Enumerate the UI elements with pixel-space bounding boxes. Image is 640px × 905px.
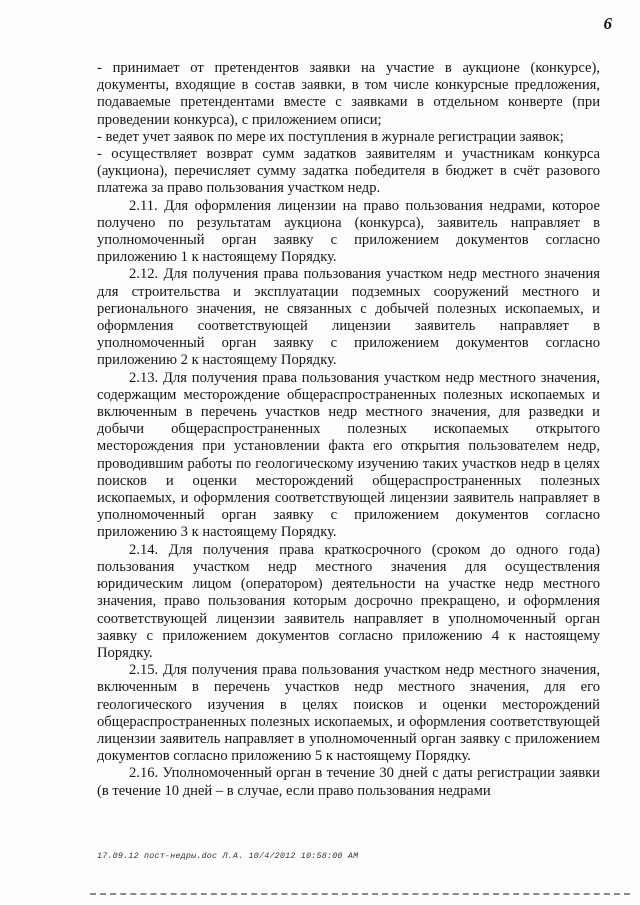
paragraph-2-14: 2.14. Для получения права краткосрочного (сроком до одного года) пользования участком недр местного значения для осуществления юридическим лицом (оператором) деятельности на участке недр местного значения, право пользования которым досрочно прекращено, и оформления соответствующей лицензии заявитель направляет в уполномоченный орган заявку с приложением документов согласно приложению 4 к настоящему Порядку. bbox=[97, 541, 600, 661]
file-footer: 17.09.12 пост-недры.doc Л.А. 10/4/2012 10:58:00 AM bbox=[97, 851, 359, 861]
paragraph-2-15: 2.15. Для получения права пользования участком недр местного значения, включенным в перечень участков недр местного значения, для его геологического изучения в целях поисков и оценки месторождений общераспространенных полезных ископаемых, и оформления соответствующей лицензии заявитель направляет в уполномоченный орган заявку с приложением документов согласно приложению 5 к настоящему Порядку. bbox=[97, 662, 600, 765]
paragraph-return-deposits: - осуществляет возврат сумм задатков заявителям и участникам конкурса (аукциона), перечисляет сумму задатка победителя в бюджет в счёт разового платежа за право пользования участком недр. bbox=[97, 146, 600, 197]
page-number: 6 bbox=[603, 14, 612, 33]
paragraph-accept-applications: - принимает от претендентов заявки на участие в аукционе (конкурсе), документы, входящие в состав заявки, в том числе конкурсные предложения, подаваемые претендентами вместе с заявками в отдельном конверте (при проведении конкурса), с приложением описи; bbox=[97, 60, 600, 128]
document-body bbox=[97, 60, 600, 800]
paragraph-register-applications: - ведет учет заявок по мере их поступления в журнале регистрации заявок; bbox=[97, 128, 564, 145]
paragraph-2-12: 2.12. Для получения права пользования участком недр местного значения для строительства и эксплуатации подземных сооружений местного и регионального значения, не связанных с добычей полезных ископаемых, и оформления соответствующей лицензии заявитель направляет в уполномоченный орган заявку с приложением документов согласно приложению 2 к настоящему Порядку. bbox=[97, 266, 600, 369]
paragraph-2-16: 2.16. Уполномоченный орган в течение 30 дней с даты регистрации заявки (в течение 10 дней – в случае, если право пользования недрами bbox=[97, 765, 600, 799]
scan-edge-line bbox=[90, 893, 630, 895]
paragraph-2-13: 2.13. Для получения права пользования участком недр местного значения, содержащим месторождение общераспространенных полезных ископаемых и включенным в перечень участков недр местного значения, для разведки и добычи общераспространенных полезных ископаемых открытого месторождения при установлении факта его открытия пользователем недр, проводившим работы по геологическому изучению таких участков недр в целях поисков и оценки месторождений общераспространенных полезных ископаемых, и оформления соответствующей лицензии заявитель направляет в уполномоченный орган заявку с приложением документов согласно приложению 3 к настоящему Порядку. bbox=[97, 369, 600, 541]
paragraph-2-11: 2.11. Для оформления лицензии на право пользования недрами, которое получено по результатам аукциона (конкурса), заявитель направляет в уполномоченный орган заявку с приложением документов согласно приложению 1 к настоящему Порядку. bbox=[97, 197, 600, 266]
